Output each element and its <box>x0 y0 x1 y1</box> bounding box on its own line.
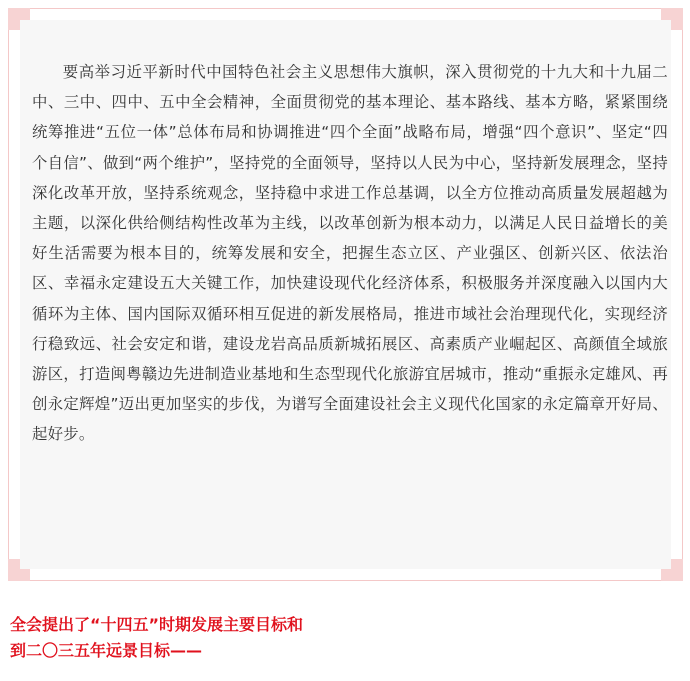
section-heading <box>10 612 303 664</box>
section-heading-line-2: 到二〇三五年远景目标—— <box>10 641 203 660</box>
section-heading-line-1: 全会提出了“十四五”时期发展主要目标和 <box>10 615 304 634</box>
body-paragraph: 要高举习近平新时代中国特色社会主义思想伟大旗帜，深入贯彻党的十九大和十九届二中、三中、四中、五中全会精神，全面贯彻党的基本理论、基本路线、基本方略，紧紧围绕统筹推进“五位一体”总体布局和协调推进“四个全面”战略布局，增强“四个意识”、坚定“四个自信”、做到“两个维护”，坚持党的全面领导，坚持以人民为中心，坚持新发展理念，坚持深化改革开放，坚持系统观念，坚持稳中求进工作总基调，以全方位推动高质量发展超越为主题，以深化供给侧结构性改革为主线，以改革创新为根本动力，以满足人民日益增长的美好生活需要为根本目的，统筹发展和安全，把握生态立区、产业强区、创新兴区、依法治区、幸福永定建设五大关键工作，加快建设现代化经济体系，积极服务并深度融入以国内大循环为主体、国内国际双循环相互促进的新发展格局，推进市域社会治理现代化，实现经济行稳致远、社会安定和谐，建设龙岩高品质新城拓展区、高素质产业崛起区、高颜值全域旅游区，打造闽粤赣边先进制造业基地和生态型现代化旅游宜居城市，推动“重振永定雄风、再创永定辉煌”迈出更加坚实的步伐，为谱写全面建设社会主义现代化国家的永定篇章开好局、起好步。 <box>32 63 668 444</box>
